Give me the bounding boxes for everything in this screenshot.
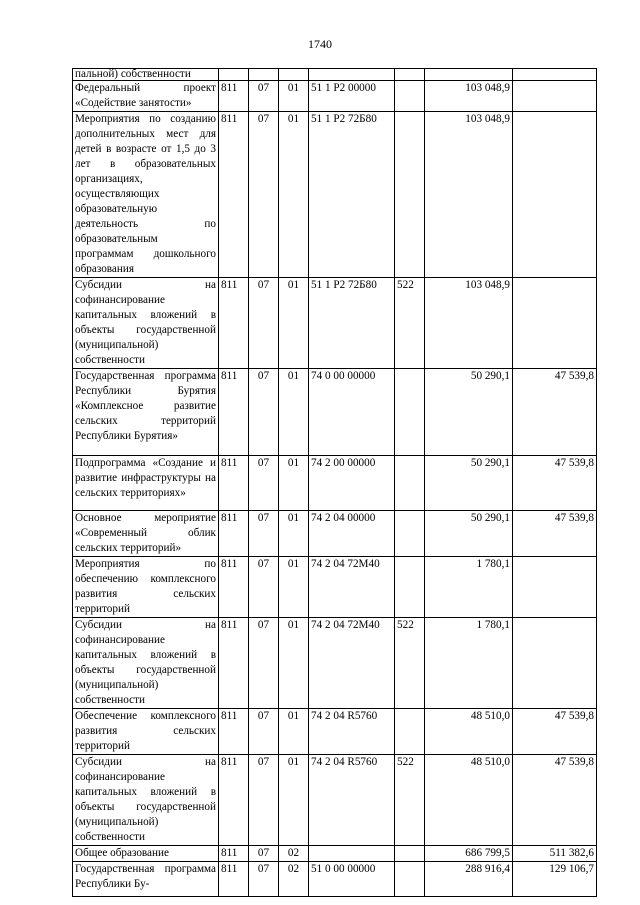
amount-year-1-cell: 48 510,0 [425, 709, 513, 755]
section-code-cell: 07 [249, 709, 279, 755]
amount-year-1-cell: 50 290,1 [425, 456, 513, 511]
row-name-cell: Мероприятия по обеспечению комплексного развития сельских территорий [73, 557, 219, 618]
table-row [73, 456, 597, 511]
row-name-cell: Государственная программа Республики Бу- [73, 862, 219, 897]
target-article-code-cell: 74 2 04 72M40 [309, 618, 395, 709]
ministry-code-cell: 811 [219, 112, 249, 278]
ministry-code-cell: 811 [219, 81, 249, 112]
row-name-cell: Государственная программа Республики Бурятия «Комплексное развитие сельских территорий Республики Бурятия» [73, 369, 219, 456]
amount-year-1-cell: 50 290,1 [425, 511, 513, 557]
amount-year-2-cell: 129 106,7 [513, 862, 597, 897]
target-article-code-cell: 51 1 P2 72Б80 [309, 278, 395, 369]
ministry-code-cell: 811 [219, 456, 249, 511]
expense-type-code-cell [395, 69, 425, 81]
table-row [73, 557, 597, 618]
ministry-code-cell: 811 [219, 557, 249, 618]
expense-type-code-cell [395, 557, 425, 618]
target-article-code-cell [309, 69, 395, 81]
target-article-code-cell [309, 846, 395, 862]
amount-year-2-cell [513, 618, 597, 709]
table-row [73, 846, 597, 862]
amount-year-2-cell [513, 278, 597, 369]
section-code-cell: 07 [249, 755, 279, 846]
ministry-code-cell: 811 [219, 846, 249, 862]
expense-type-code-cell [395, 81, 425, 112]
target-article-code-cell: 74 2 04 72M40 [309, 557, 395, 618]
subsection-code-cell: 01 [279, 709, 309, 755]
subsection-code-cell: 01 [279, 755, 309, 846]
section-code-cell: 07 [249, 511, 279, 557]
amount-year-2-cell: 47 539,8 [513, 709, 597, 755]
budget-table-body [73, 69, 597, 897]
subsection-code-cell [279, 69, 309, 81]
ministry-code-cell: 811 [219, 862, 249, 897]
target-article-code-cell: 51 0 00 00000 [309, 862, 395, 897]
target-article-code-cell: 74 2 04 00000 [309, 511, 395, 557]
row-name-cell: Обеспечение комплексного развития сельских территорий [73, 709, 219, 755]
amount-year-2-cell [513, 112, 597, 278]
amount-year-1-cell: 686 799,5 [425, 846, 513, 862]
subsection-code-cell: 02 [279, 862, 309, 897]
row-name-cell: Подпрограмма «Создание и развитие инфраструктуры на сельских территориях» [73, 456, 219, 511]
expense-type-code-cell [395, 112, 425, 278]
subsection-code-cell: 01 [279, 511, 309, 557]
section-code-cell: 07 [249, 278, 279, 369]
amount-year-2-cell: 47 539,8 [513, 755, 597, 846]
expense-type-code-cell [395, 846, 425, 862]
target-article-code-cell: 74 2 00 00000 [309, 456, 395, 511]
row-name-cell: Общее образование [73, 846, 219, 862]
table-row [73, 369, 597, 456]
expense-type-code-cell [395, 862, 425, 897]
section-code-cell [249, 69, 279, 81]
ministry-code-cell: 811 [219, 278, 249, 369]
expense-type-code-cell: 522 [395, 755, 425, 846]
amount-year-1-cell [425, 69, 513, 81]
table-row [73, 511, 597, 557]
subsection-code-cell: 01 [279, 618, 309, 709]
table-row [73, 69, 597, 81]
expense-type-code-cell [395, 456, 425, 511]
amount-year-2-cell: 47 539,8 [513, 369, 597, 456]
row-name-cell: Субсидии на софинансирование капитальных вложений в объекты государственной (муниципальной) собственности [73, 278, 219, 369]
table-row [73, 755, 597, 846]
ministry-code-cell: 811 [219, 755, 249, 846]
table-row [73, 618, 597, 709]
row-name-cell: Федеральный проект «Содействие занятости» [73, 81, 219, 112]
table-row [73, 709, 597, 755]
target-article-code-cell: 74 0 00 00000 [309, 369, 395, 456]
amount-year-1-cell: 48 510,0 [425, 755, 513, 846]
amount-year-2-cell [513, 557, 597, 618]
amount-year-2-cell [513, 81, 597, 112]
expense-type-code-cell [395, 369, 425, 456]
section-code-cell: 07 [249, 557, 279, 618]
subsection-code-cell: 02 [279, 846, 309, 862]
expense-type-code-cell: 522 [395, 278, 425, 369]
target-article-code-cell: 51 1 P2 72Б80 [309, 112, 395, 278]
section-code-cell: 07 [249, 456, 279, 511]
expense-type-code-cell: 522 [395, 618, 425, 709]
ministry-code-cell: 811 [219, 709, 249, 755]
expense-type-code-cell [395, 511, 425, 557]
amount-year-1-cell: 1 780,1 [425, 557, 513, 618]
amount-year-1-cell: 103 048,9 [425, 112, 513, 278]
amount-year-2-cell: 511 382,6 [513, 846, 597, 862]
table-row [73, 81, 597, 112]
budget-table [72, 68, 597, 897]
amount-year-1-cell: 103 048,9 [425, 81, 513, 112]
table-row [73, 862, 597, 897]
subsection-code-cell: 01 [279, 278, 309, 369]
row-name-cell: Субсидии на софинансирование капитальных вложений в объекты государственной (муниципальной) собственности [73, 755, 219, 846]
amount-year-2-cell [513, 69, 597, 81]
ministry-code-cell: 811 [219, 369, 249, 456]
subsection-code-cell: 01 [279, 369, 309, 456]
section-code-cell: 07 [249, 81, 279, 112]
subsection-code-cell: 01 [279, 557, 309, 618]
ministry-code-cell: 811 [219, 618, 249, 709]
amount-year-2-cell: 47 539,8 [513, 511, 597, 557]
amount-year-1-cell: 1 780,1 [425, 618, 513, 709]
ministry-code-cell [219, 69, 249, 81]
row-name-cell: Основное мероприятие «Современный облик сельских территорий» [73, 511, 219, 557]
table-row [73, 112, 597, 278]
amount-year-1-cell: 103 048,9 [425, 278, 513, 369]
section-code-cell: 07 [249, 112, 279, 278]
section-code-cell: 07 [249, 369, 279, 456]
table-row [73, 278, 597, 369]
subsection-code-cell: 01 [279, 456, 309, 511]
section-code-cell: 07 [249, 618, 279, 709]
section-code-cell: 07 [249, 846, 279, 862]
row-name-cell: пальной) собственности [73, 69, 219, 81]
amount-year-2-cell: 47 539,8 [513, 456, 597, 511]
subsection-code-cell: 01 [279, 112, 309, 278]
ministry-code-cell: 811 [219, 511, 249, 557]
target-article-code-cell: 74 2 04 R5760 [309, 755, 395, 846]
expense-type-code-cell [395, 709, 425, 755]
amount-year-1-cell: 50 290,1 [425, 369, 513, 456]
target-article-code-cell: 51 1 P2 00000 [309, 81, 395, 112]
row-name-cell: Мероприятия по созданию дополнительных мест для детей в возрасте от 1,5 до 3 лет в образовательных организациях, осуществляющих образовательную деятельность по образовательным программам дошкольного образования [73, 112, 219, 278]
target-article-code-cell: 74 2 04 R5760 [309, 709, 395, 755]
section-code-cell: 07 [249, 862, 279, 897]
row-name-cell: Субсидии на софинансирование капитальных вложений в объекты государственной (муниципальной) собственности [73, 618, 219, 709]
page-number: 1740 [308, 37, 332, 51]
amount-year-1-cell: 288 916,4 [425, 862, 513, 897]
subsection-code-cell: 01 [279, 81, 309, 112]
